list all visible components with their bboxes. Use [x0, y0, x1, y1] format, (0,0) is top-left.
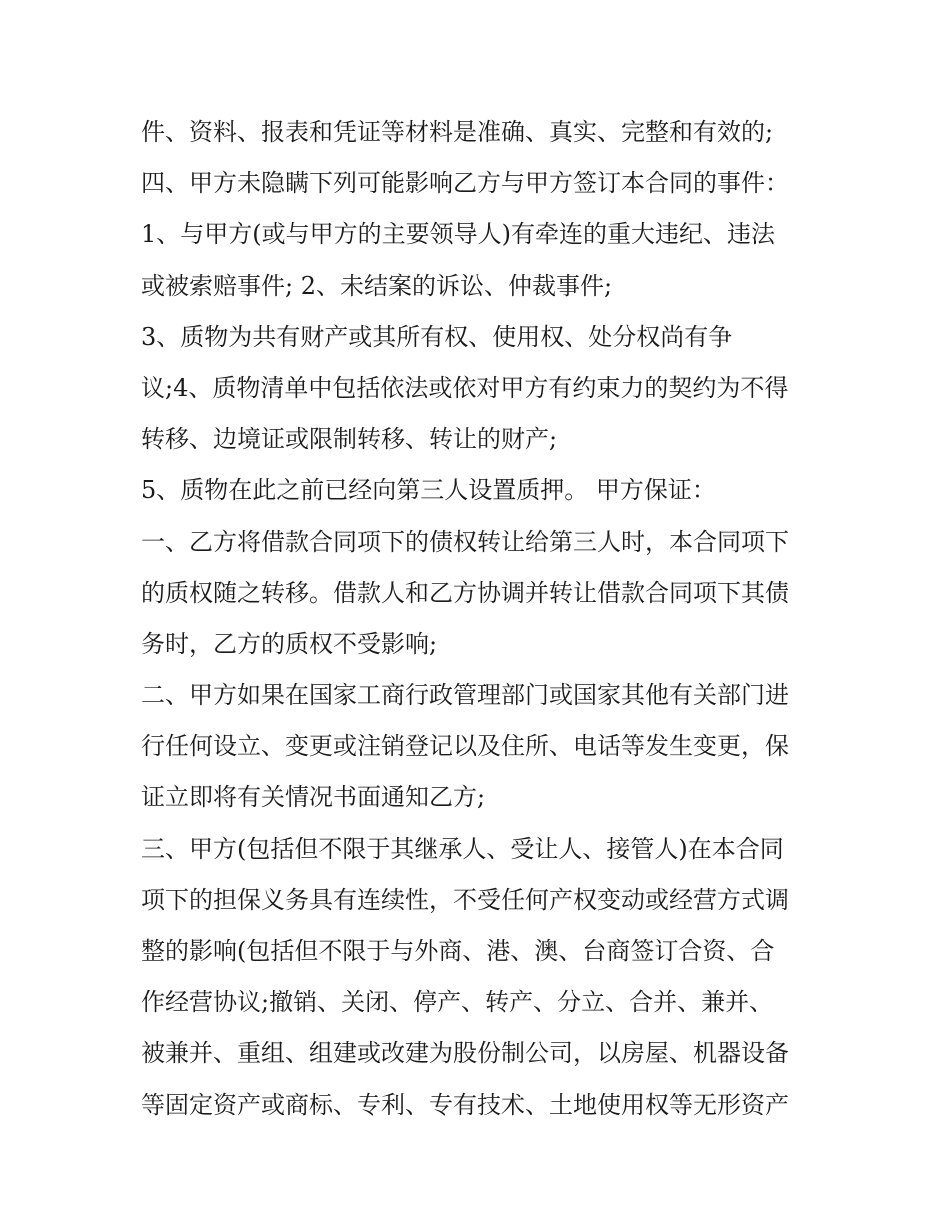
- text-line: 证立即将有关情况书面通知乙方;: [141, 783, 486, 812]
- text-line: 转移、边境证或限制转移、转让的财产;: [141, 425, 558, 454]
- text-line: 务时，乙方的质权不受影响;: [141, 629, 438, 658]
- text-line: 议;4、质物清单中包括依法或依对甲方有约束力的契约为不得: [141, 373, 789, 402]
- contract-text-body: [141, 107, 821, 1131]
- text-line: 作经营协议;撤销、关闭、停产、转产、分立、合并、兼并、: [141, 988, 774, 1017]
- text-line: 5、质物在此之前已经向第三人设置质押。 甲方保证：: [141, 476, 716, 505]
- text-line: 一、乙方将借款合同项下的债权转让给第三人时，本合同项下: [141, 527, 789, 556]
- text-line: 四、甲方未隐瞒下列可能影响乙方与甲方签订本合同的事件：: [141, 169, 789, 198]
- text-line: 整的影响(包括但不限于与外商、港、澳、台商签订合资、合: [141, 937, 775, 965]
- text-line: 件、资料、报表和凭证等材料是准确、真实、完整和有效的;: [141, 118, 774, 146]
- text-line: 的质权随之转移。借款人和乙方协调并转让借款合同项下其债: [141, 578, 789, 607]
- text-line: 1、与甲方(或与甲方的主要领导人)有牵连的重大违纪、违法: [141, 220, 775, 249]
- text-line: 二、甲方如果在国家工商行政管理部门或国家其他有关部门进: [141, 681, 789, 710]
- text-line: 被兼并、重组、组建或改建为股份制公司，以房屋、机器设备: [141, 1039, 789, 1068]
- text-line: 行任何设立、变更或注销登记以及住所、电话等发生变更，保: [141, 732, 789, 761]
- text-line: 或被索赔事件; 2、未结案的诉讼、仲裁事件;: [141, 271, 613, 300]
- text-line: 三、甲方(包括但不限于其继承人、受让人、接管人)在本合同: [141, 834, 784, 863]
- text-line: 等固定资产或商标、专利、专有技术、土地使用权等无形资产: [141, 1090, 789, 1119]
- text-line: 项下的担保义务具有连续性，不受任何产权变动或经营方式调: [141, 885, 789, 914]
- text-line: 3、质物为共有财产或其所有权、使用权、处分权尚有争: [141, 322, 733, 351]
